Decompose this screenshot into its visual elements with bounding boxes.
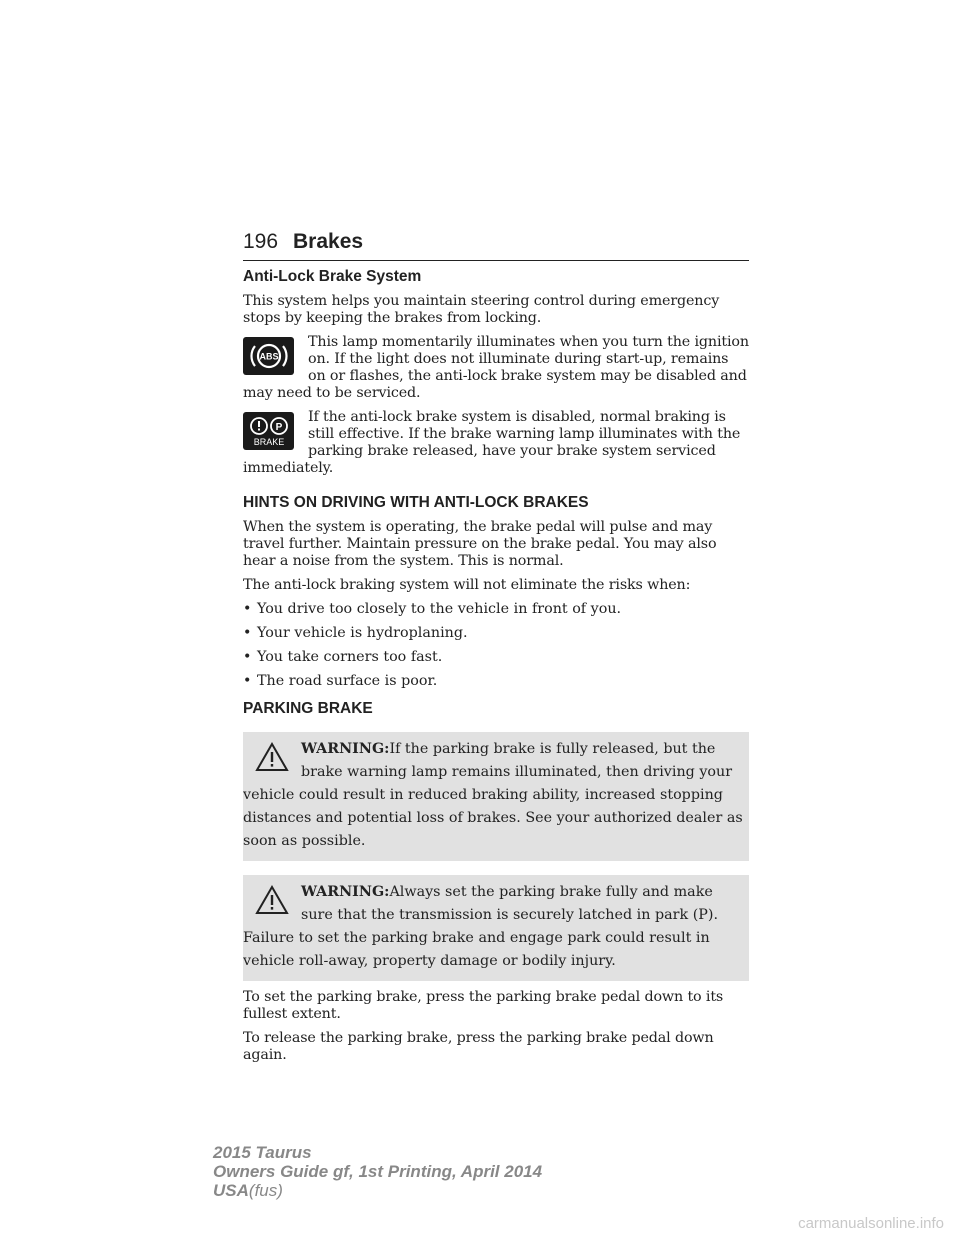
svg-text:P: P [275, 422, 282, 433]
abs-icon-text: ABS [258, 351, 279, 362]
warning-triangle-icon [255, 742, 289, 772]
watermark: carmanualsonline.info [798, 1215, 944, 1232]
risk-list [243, 601, 749, 690]
brake-lamp-block [243, 409, 749, 484]
abs-intro: This system helps you maintain steering control during emergency stops by keeping the brakes from locking. [243, 293, 720, 326]
parking-paragraph-1: To set the parking brake, press the parking brake pedal down to its fullest extent. [243, 989, 724, 1022]
warning-triangle-icon [255, 885, 289, 915]
warning-text-2: WARNING:Always set the parking brake fully and make sure that the transmission is securely latched in park (P). Failure to set the parking brake and engage park could result in vehicle roll-away, property damage or bodily injury. [243, 884, 719, 969]
list-item: • The road surface is poor. [243, 673, 438, 689]
abs-lamp-paragraph: This lamp momentarily illuminates when you turn the ignition on. If the light does not illuminate during start-up, remains on or flashes, the anti-lock brake system may be disabled and may need to be serviced. [243, 334, 749, 401]
brake-icon-text: BRAKE [253, 437, 284, 447]
warning-box-1 [243, 732, 749, 861]
list-item: • You drive too closely to the vehicle in front of you. [243, 601, 622, 617]
list-item: • Your vehicle is hydroplaning. [243, 625, 468, 641]
page-number: 196 [243, 230, 279, 253]
brake-warning-lamp-icon [243, 412, 294, 450]
footer-line-2: Owners Guide gf, 1st Printing, April 2014 [213, 1162, 543, 1181]
warning-box-2 [243, 875, 749, 981]
abs-warning-lamp-icon [243, 337, 294, 375]
parking-paragraph-2: To release the parking brake, press the parking brake pedal down again. [243, 1030, 714, 1063]
abs-section-title: Anti-Lock Brake System [243, 268, 422, 285]
parking-section-title: PARKING BRAKE [243, 700, 373, 717]
chapter-title: Brakes [293, 230, 364, 253]
document-footer [213, 1143, 542, 1200]
warning-text-1: WARNING:If the parking brake is fully released, but the brake warning lamp remains illuminated, then driving your vehicle could result in reduced braking ability, increased stopping distances and potential loss of brakes. See your authorized dealer as soon as possible. [243, 741, 743, 849]
brake-lamp-paragraph: If the anti-lock brake system is disabled, normal braking is still effective. If the brake warning lamp illuminates with the parking brake released, have your brake system serviced immediately. [243, 409, 741, 476]
abs-lamp-block [243, 334, 749, 409]
footer-line-1: 2015 Taurus [213, 1143, 312, 1162]
hints-paragraph-2: The anti-lock braking system will not eliminate the risks when: [243, 577, 691, 593]
hints-section-title: HINTS ON DRIVING WITH ANTI-LOCK BRAKES [243, 494, 589, 511]
hints-paragraph-1: When the system is operating, the brake pedal will pulse and may travel further. Maintain pressure on the brake pedal. You may also hear a noise from the system. This is normal. [243, 519, 717, 569]
list-item: • You take corners too fast. [243, 649, 443, 665]
page-content [243, 268, 749, 1071]
page-header [243, 230, 749, 261]
footer-line-3: USA(fus) [213, 1181, 283, 1200]
